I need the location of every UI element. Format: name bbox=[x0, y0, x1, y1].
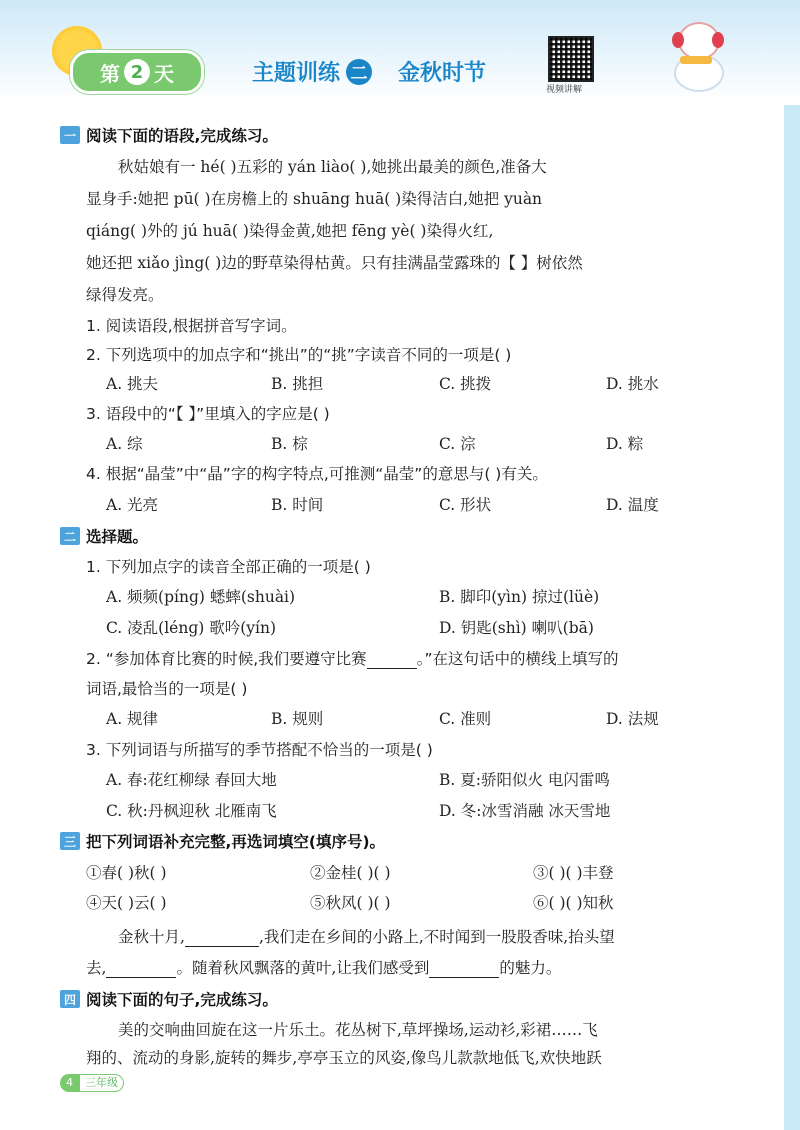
s1-question-4: 4. 根据“晶莹”中“晶”字的构字特点,可推测“晶莹”的意思与( )有关。 bbox=[86, 465, 548, 483]
day-prefix: 第 bbox=[100, 61, 120, 86]
s2-q2-blank[interactable] bbox=[367, 650, 417, 669]
qr-code-icon[interactable] bbox=[548, 36, 594, 82]
s2-q1-option-a: A. 频频(pínɡ) 蟋蟀(shuài) bbox=[106, 588, 296, 606]
s1-paragraph-line-4: 她还把 xiǎo jìng( )边的野草染得枯黄。只有挂满晶莹露珠的【 】树依然 bbox=[86, 254, 583, 272]
s2-q3-option-b: B. 夏:骄阳似火 电闪雷鸣 bbox=[439, 771, 610, 789]
page-header bbox=[0, 0, 800, 102]
s3-fill-text-2b: 。随着秋风飘落的黄叶,让我们感受到 bbox=[176, 959, 430, 977]
s4-paragraph-line-2: 翔的、流动的身影,旋转的舞步,亭亭玉立的风姿,像鸟儿款款地低飞,欢快地跃 bbox=[86, 1049, 602, 1067]
section-1-title: 阅读下面的语段,完成练习。 bbox=[86, 127, 278, 145]
s3-item-5: ⑤秋风( )( ) bbox=[310, 894, 391, 912]
title-number: 二 bbox=[346, 59, 372, 85]
s2-q1-option-c: C. 凌乱(lénɡ) 歌吟(yín) bbox=[106, 619, 277, 637]
s3-blank-3[interactable] bbox=[429, 959, 499, 978]
section-2-icon: 二 bbox=[60, 527, 80, 545]
s4-paragraph-line-1: 美的交响曲回旋在这一片乐土。花丛树下,草坪操场,运动衫,彩裙……飞 bbox=[118, 1021, 598, 1039]
s1-question-1: 1. 阅读语段,根据拼音写字词。 bbox=[86, 317, 297, 335]
s1-paragraph-line-5: 绿得发亮。 bbox=[86, 286, 164, 304]
s3-blank-2[interactable] bbox=[106, 959, 176, 978]
s2-question-2-line-1 bbox=[86, 647, 618, 669]
day-number: 2 bbox=[124, 59, 150, 85]
section-4-heading bbox=[60, 988, 278, 1010]
s2-q2-text-a: 2. “参加体育比赛的时候,我们要遵守比赛 bbox=[86, 650, 367, 668]
s3-fill-text-1a: 金秋十月, bbox=[118, 928, 185, 946]
section-2-heading bbox=[60, 525, 148, 547]
s3-item-2: ②金桂( )( ) bbox=[310, 864, 391, 882]
side-band bbox=[784, 105, 800, 1130]
s2-q3-option-d: D. 冬:冰雪消融 冰天雪地 bbox=[439, 802, 611, 820]
s2-q3-option-c: C. 秋:丹枫迎秋 北雁南飞 bbox=[106, 802, 277, 820]
s2-question-1: 1. 下列加点字的读音全部正确的一项是( ) bbox=[86, 558, 371, 576]
s1-paragraph-line-3: qiáng( )外的 jú huā( )染得金黄,她把 fēng yè( )染得火红, bbox=[86, 222, 494, 240]
s2-q2-option-c: C. 准则 bbox=[439, 710, 492, 728]
s1-q4-option-b: B. 时间 bbox=[271, 496, 324, 514]
s1-q3-option-b: B. 棕 bbox=[271, 435, 308, 453]
s1-q4-option-a: A. 光亮 bbox=[106, 496, 159, 514]
s1-q3-option-a: A. 综 bbox=[106, 435, 143, 453]
title-subtitle: 金秋时节 bbox=[398, 61, 487, 86]
s2-q1-option-d: D. 钥匙(shì) 喇叭(bā) bbox=[439, 619, 594, 637]
s1-q3-option-c: C. 淙 bbox=[439, 435, 476, 453]
s3-fill-text-2c: 的魅力。 bbox=[499, 959, 562, 977]
s1-q4-option-c: C. 形状 bbox=[439, 496, 492, 514]
section-1-heading bbox=[60, 124, 278, 146]
s1-q4-option-d: D. 温度 bbox=[606, 496, 659, 514]
snowman-icon bbox=[668, 22, 724, 90]
page-number: 4 bbox=[60, 1074, 79, 1092]
s3-fill-line-1 bbox=[118, 925, 615, 947]
section-3-icon: 三 bbox=[60, 832, 80, 850]
section-1-icon: 一 bbox=[60, 126, 80, 144]
s3-item-3: ③( )( )丰登 bbox=[533, 864, 614, 882]
grade-label: 三年级 bbox=[79, 1074, 124, 1092]
s1-paragraph-line-2: 显身手:她把 pū( )在房檐上的 shuāng huā( )染得洁白,她把 yuàn bbox=[86, 190, 543, 208]
s3-item-1: ①春( )秋( ) bbox=[86, 864, 167, 882]
title-prefix: 主题训练 bbox=[252, 61, 341, 86]
s2-q2-text-b: 。”在这句话中的横线上填写的 bbox=[416, 650, 619, 668]
s2-q2-option-b: B. 规则 bbox=[271, 710, 324, 728]
s1-q2-option-b: B. 挑担 bbox=[271, 375, 324, 393]
s2-q2-option-a: A. 规律 bbox=[106, 710, 159, 728]
s1-q2-option-c: C. 挑拨 bbox=[439, 375, 492, 393]
page-title bbox=[252, 56, 486, 87]
section-2-title: 选择题。 bbox=[86, 528, 149, 546]
qr-label: 视频讲解 bbox=[546, 85, 583, 95]
s1-q3-option-d: D. 粽 bbox=[606, 435, 644, 453]
s3-item-4: ④天( )云( ) bbox=[86, 894, 167, 912]
day-badge bbox=[70, 50, 204, 94]
section-3-title: 把下列词语补充完整,再选词填空(填序号)。 bbox=[86, 833, 386, 851]
s2-q2-option-d: D. 法规 bbox=[606, 710, 659, 728]
s3-fill-line-2 bbox=[86, 956, 561, 978]
section-4-icon: 四 bbox=[60, 990, 80, 1008]
s3-blank-1[interactable] bbox=[185, 928, 259, 947]
s2-question-2-line-2: 词语,最恰当的一项是( ) bbox=[86, 680, 248, 698]
section-4-title: 阅读下面的句子,完成练习。 bbox=[86, 991, 278, 1009]
page-footer bbox=[60, 1074, 124, 1092]
s1-q2-option-d: D. 挑水 bbox=[606, 375, 659, 393]
s1-question-3: 3. 语段中的“【 】”里填入的字应是( ) bbox=[86, 405, 330, 423]
s1-question-2: 2. 下列选项中的加点字和“挑出”的“挑”字读音不同的一项是( ) bbox=[86, 346, 512, 364]
s1-paragraph-line-1: 秋姑娘有一 hé( )五彩的 yán liào( ),她挑出最美的颜色,准备大 bbox=[118, 158, 547, 176]
s2-q3-option-a: A. 春:花红柳绿 春回大地 bbox=[106, 771, 277, 789]
section-3-heading bbox=[60, 830, 385, 852]
s3-fill-text-2a: 去, bbox=[86, 959, 107, 977]
s2-q1-option-b: B. 脚印(yìn) 掠过(lüè) bbox=[439, 588, 600, 606]
s3-fill-text-1b: ,我们走在乡间的小路上,不时闻到一股股香味,抬头望 bbox=[258, 928, 615, 946]
s2-question-3: 3. 下列词语与所描写的季节搭配不恰当的一项是( ) bbox=[86, 741, 433, 759]
s1-q2-option-a: A. 挑夫 bbox=[106, 375, 159, 393]
s3-item-6: ⑥( )( )知秋 bbox=[533, 894, 614, 912]
day-suffix: 天 bbox=[154, 61, 174, 86]
